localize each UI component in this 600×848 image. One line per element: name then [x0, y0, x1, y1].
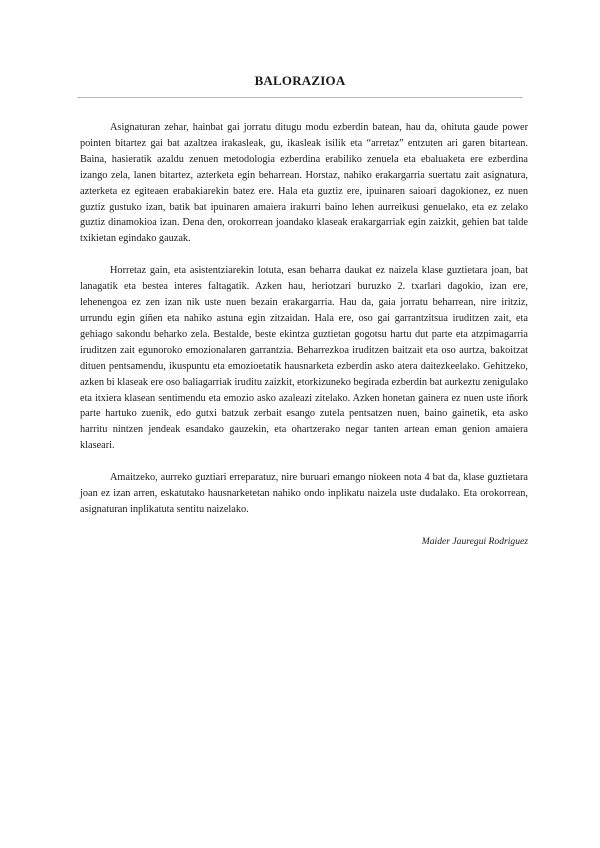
paragraph: Horretaz gain, eta asistentziarekin lotuta, esan beharra daukat ez naizela klase guztietara joan, bat lanagatik eta bestea interes faltagatik. Azken hau, heriotzari buruzko 2. txarlari dagokio, izan ere, lehenengoa ez zen izan nik uste nuen bezain erakargarria. Hau da, gaia jorratu beharrean, nire iritziz, urrundu egin giñen eta nahiko astuna egin zitzaidan. Hala ere, oso gai garrantzitsua iruditzen zait, eta gehiago sakondu beharko zela. Bestalde, beste ekintza guztietan gogotsu hartu dut parte eta atzpimagarria iruditzen zait egunoroko emozionalaren garrantzia. Beharrezkoa iruditzen baitzait eta oso aurtza, bakoitzat dituen pentsamendu, ikuspuntu eta emozioetatik hausnarketa ezberdin asko atera daitezkeelako. Gehitzeko, azken bi klaseak ere oso baliagarriak iruditu zaizkit, etorkizuneko begirada ezberdin bat aurkeztu zenigulako eta itxiera klasean sentimendu eta emozio asko azaleazi zitelako. Azken honetan gainera ez nuen uste iñork parte hartuko zuenik, edo gutxi batzuk zerbait esango zutela pentsatzen nuen, baino gainetik, eta asko harritu nintzen jendeak esandako gauzekin, eta ohartzerako negar tanten artean eman genion amaiera klaseari. [80, 265, 528, 452]
paragraph: Asignaturan zehar, hainbat gai jorratu ditugu modu ezberdin batean, hau da, ohituta gaude power pointen bitartez gai bat azaltzea irakasleak, gu, ikasleak isilik eta “arretaz” entzuten ari garen bitartean. Baina, hasieratik azaldu zenuen metodologia ezberdina erabiliko zenuela eta ebaluaketa ere ezberdina izango zela, lanen bitartez, azterketa egin beharrean. Horstaz, nahiko erakargarria suertatu zait asignatura, azterketa ez egiteaen erabakiarekin batez ere. Hala eta guztiz ere, ipuinaren saioari dagokionez, ez nuen guztiz gustuko izan, batik bat ipuinaren amaiera irakurri baino lehen aurreikusi genuelako, eta ez zelako guztiz dinamokioa izan. Dena den, orokorrean joandako klaseak erakargarriak egin zaizkit, gehien bat talde txikietan egindako gauzak. [80, 122, 528, 245]
author-signature: Maider Jauregui Rodriguez [421, 535, 528, 547]
document-body [80, 120, 528, 550]
paragraph: Amaitzeko, aurreko guztiari erreparatuz, nire buruari emango niokeen nota 4 bat da, klase guztietara joan ez izan arren, eskatutako hausnarketetan nahiko ondo inplikatu naizela uste dudalako. Eta orokorrean, asignaturan inplikatuta sentitu naizelako. [80, 472, 528, 515]
title-divider [77, 97, 523, 98]
document-title: BALORAZIOA [254, 73, 346, 88]
